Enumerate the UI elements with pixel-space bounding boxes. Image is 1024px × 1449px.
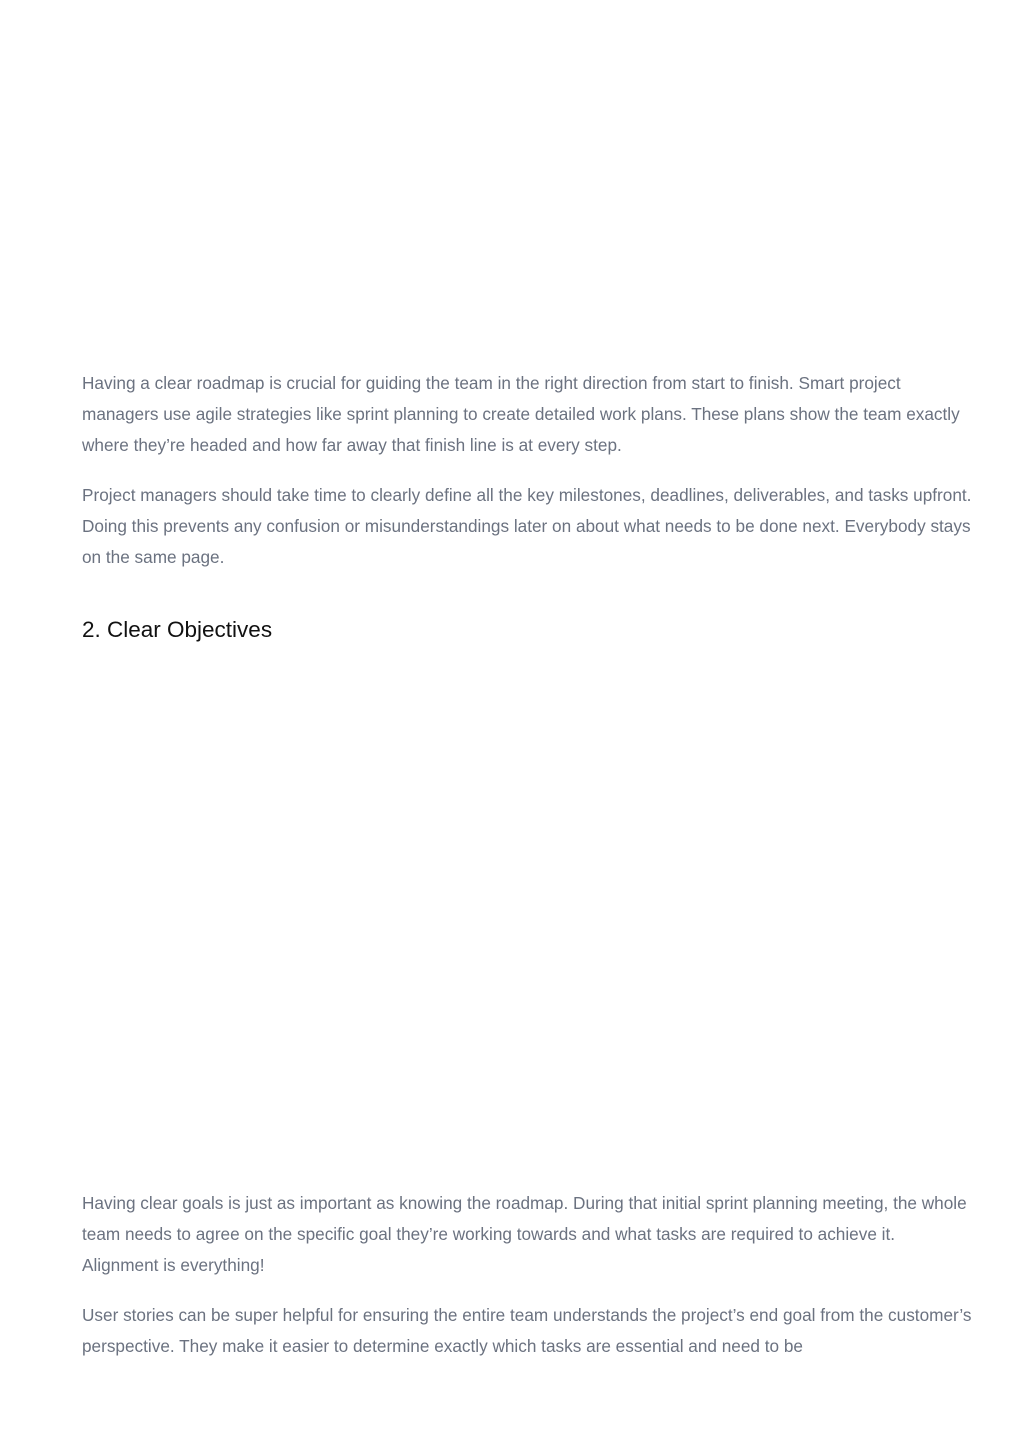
paragraph-text: Having clear goals is just as important as knowing the roadmap. During that initial sprint planning meeting, the whole team needs to agree on the specific goal they’re working towards and what tasks are required to achieve it. Alignment is everything! (82, 1193, 967, 1275)
blank-image-area-middle (82, 660, 970, 1180)
section-1-paragraph-2 (82, 480, 972, 573)
section-heading: 2. Clear Objectives (82, 617, 273, 642)
section-1-paragraph-1 (82, 368, 972, 461)
paragraph-text: User stories can be super helpful for ensuring the entire team understands the project’s end goal from the customer’s perspective. They make it easier to determine exactly which tasks are essential and need to be (82, 1305, 972, 1356)
paragraph-text: Having a clear roadmap is crucial for guiding the team in the right direction from start to finish. Smart project managers use agile strategies like sprint planning to create detailed work plans. These plans show the team exactly where they’re headed and how far away that finish line is at every step. (82, 373, 960, 455)
section-2-heading-block (82, 616, 972, 644)
paragraph-text: Project managers should take time to clearly define all the key milestones, deadlines, deliverables, and tasks upfront. Doing this prevents any confusion or misunderstandings later on about what needs to be done next. Everybody stays on the same page. (82, 485, 972, 567)
section-2-paragraph-2 (82, 1300, 972, 1362)
section-2-paragraph-1 (82, 1188, 972, 1281)
blank-image-area-top (82, 0, 970, 350)
